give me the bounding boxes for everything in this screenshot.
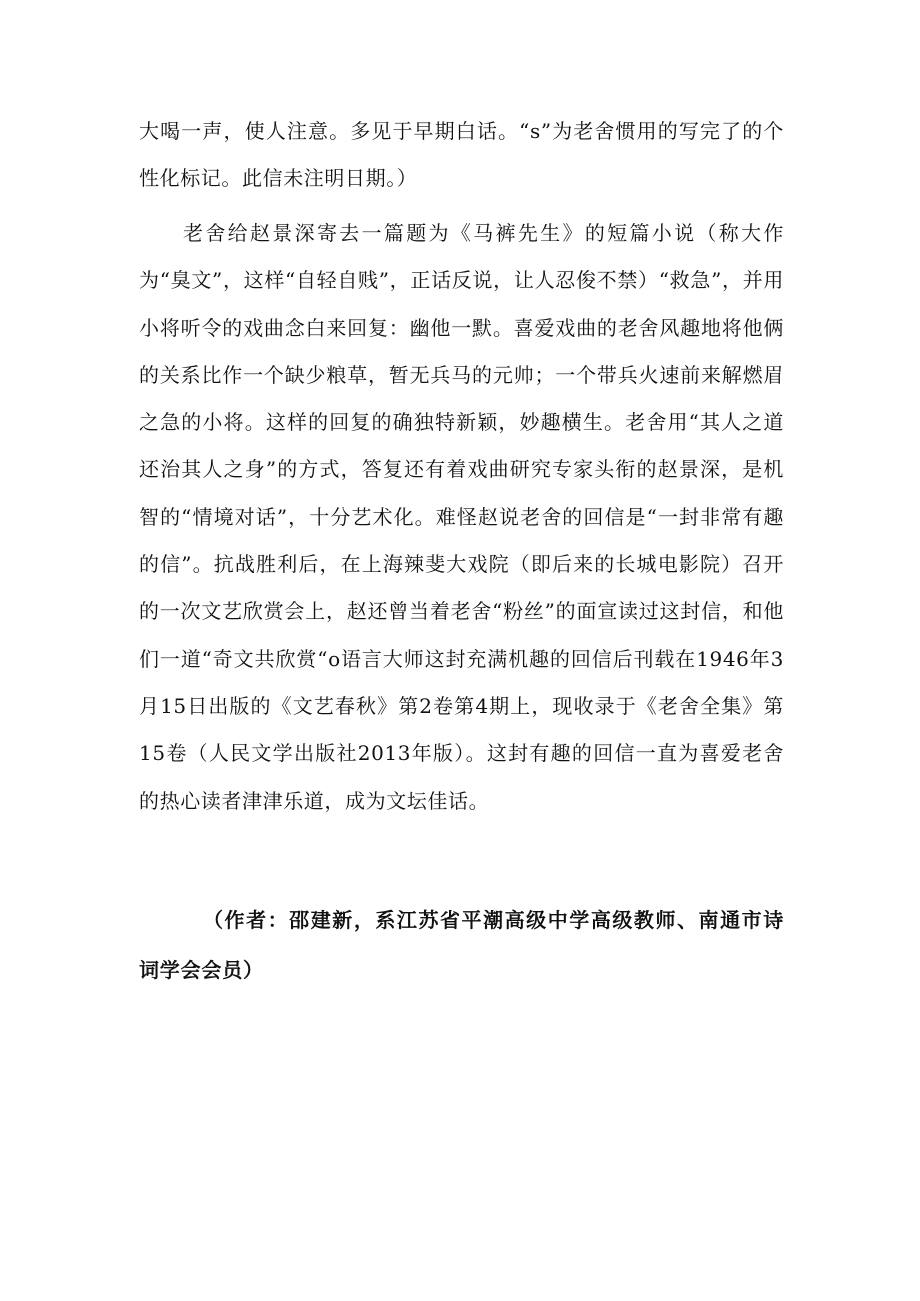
- paragraph-main: 老舍给赵景深寄去一篇题为《马裤先生》的短篇小说（称大作为“臭文”，这样“自轻自贱”，正话反说，让人忍俊不禁）“救急”，并用小将听令的戏曲念白来回复：幽他一默。喜爱戏曲的老舍风趣地将他俩的关系比作一个缺少粮草，暂无兵马的元帅；一个带兵火速前来解燃眉之急的小将。这样的回复的确独特新颖，妙趣横生。老舍用“其人之道还治其人之身”的方式，答复还有着戏曲研究专家头衔的赵景深，是机智的“情境对话”，十分艺术化。难怪赵说老舍的回信是“一封非常有趣的信”。抗战胜利后，在上海辣斐大戏院（即后来的长城电影院）召开的一次文艺欣赏会上，赵还曾当着老舍“粉丝”的面宣读过这封信，和他们一道“奇文共欣赏“o语言大师这封充满机趣的回信后刊载在1946年3月15日出版的《文艺春秋》第2卷第4期上，现收录于《老舍全集》第15卷（人民文学出版社2013年版）。这封有趣的回信一直为喜爱老舍的热心读者津津乐道，成为文坛佳话。: [139, 221, 784, 813]
- paragraph-continuation: 大喝一声，使人注意。多见于早期白话。“s”为老舍惯用的写完了的个性化标记。此信未注明日期。）: [139, 119, 784, 191]
- author-note: （作者：邵建新，系江苏省平潮高级中学高级教师、南通市诗词学会会员）: [139, 908, 784, 982]
